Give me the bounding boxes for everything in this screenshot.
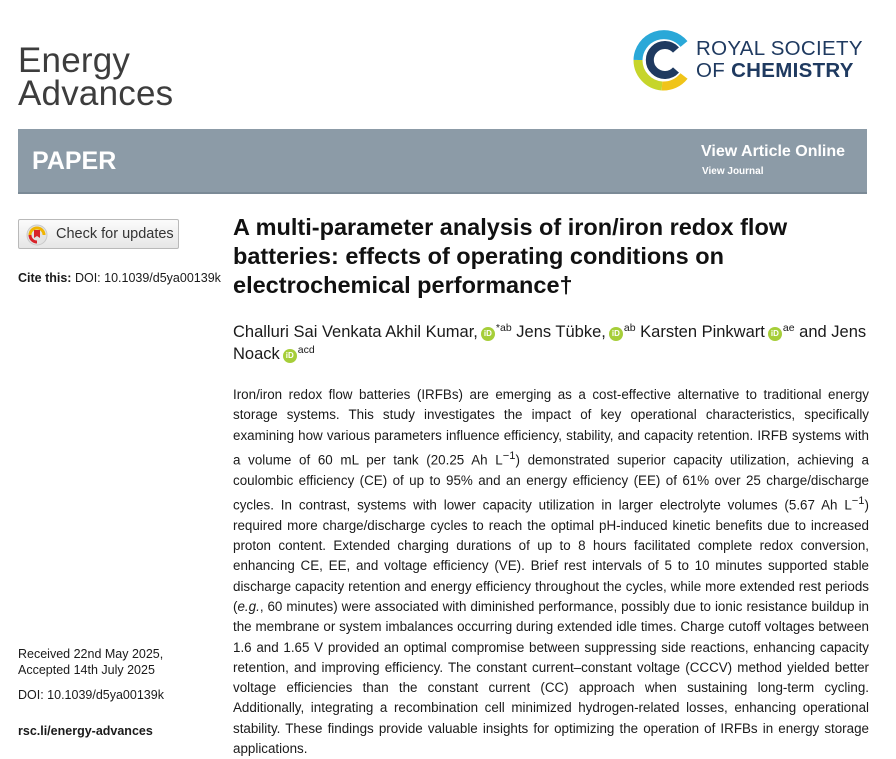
journal-title-line1: Energy <box>18 41 131 80</box>
check-for-updates-button[interactable] <box>18 219 179 249</box>
unit-exponent: −1 <box>502 449 516 462</box>
orcid-icon[interactable]: iD <box>768 327 782 341</box>
author-name[interactable]: Challuri Sai Venkata Akhil Kumar, <box>233 323 478 341</box>
journal-title <box>18 41 174 113</box>
rsc-wordmark-of: OF <box>696 59 732 82</box>
corresponding-star: * <box>495 322 500 334</box>
author-affiliation[interactable]: ab <box>499 322 512 334</box>
crossmark-icon <box>25 224 49 246</box>
author-name[interactable]: Jens Noack <box>233 323 867 363</box>
article-title: A multi-parameter analysis of iron/iron redox flow batteries: effects of operating conditions on electrochemical performance† <box>233 214 788 298</box>
rsc-wordmark <box>696 38 863 82</box>
orcid-icon[interactable]: iD <box>283 349 297 363</box>
cite-this-doi[interactable]: DOI: 10.1039/d5ya00139k <box>71 271 221 285</box>
received-date: Received 22nd May 2025, <box>18 647 164 661</box>
author-name[interactable]: Jens Tübke, <box>516 323 606 341</box>
journal-short-url[interactable]: rsc.li/energy-advances <box>18 724 153 738</box>
cite-this-label: Cite this: <box>18 271 72 285</box>
rsc-wordmark-chemistry: CHEMISTRY <box>731 59 854 82</box>
view-journal-link[interactable]: View Journal <box>702 166 764 177</box>
article-doi[interactable]: DOI: 10.1039/d5ya00139k <box>18 688 164 702</box>
author-affiliation[interactable]: acd <box>297 344 315 356</box>
author-conjunction: and <box>799 323 827 341</box>
abstract <box>233 385 869 759</box>
abstract-eg: e.g. <box>237 598 260 614</box>
article-type-banner <box>18 129 867 194</box>
rsc-wordmark-line1: ROYAL SOCIETY <box>696 37 863 60</box>
check-for-updates-label: Check for updates <box>56 226 174 242</box>
journal-title-line2: Advances <box>18 74 174 113</box>
cite-this <box>18 271 221 285</box>
author-name[interactable]: Karsten Pinkwart <box>640 323 765 341</box>
rsc-logo-icon <box>632 28 692 92</box>
abstract-text: ) demonstrated superior capacity utilization, achieving a coulombic efficiency (CE) of up to 95% and an energy efficiency (EE) of 61% over 25 charge/discharge cycles. In contrast, systems with lower capacity utilization in larger electrolyte volumes (5.67 Ah L <box>233 452 870 513</box>
accepted-date: Accepted 14th July 2025 <box>18 663 155 677</box>
article-type: PAPER <box>32 147 117 175</box>
abstract-text: ) required more charge/discharge cycles to reach the optimal pH-induced kinetic benefits due to increased proton content. Extended charging durations of up to 8 hours facilitated complete redox conversion, enhancing CE, EE, and voltage efficiency (VE). Brief rest intervals of 5 to 10 minutes supported stable discharge capacity retention and energy efficiency throughout the cycles, while more extended rest periods ( <box>233 497 869 614</box>
abstract-text: , 60 minutes) were associated with diminished performance, possibly due to ionic resistance buildup in the membrane or system imbalances occurring during extended idle times. Charge cutoff voltages between 1.6 and 1.65 V provided an optimal compromise between suppressing side reactions, enhancing capacity retention, and improving efficiency. The constant current–constant voltage (CCCV) method yielded better voltage efficiencies than the constant current (CC) approach when sustaining long-term cycling. Additionally, integrating a recombination cell minimized hydrogen-related losses, enhancing operational stability. These findings provide valuable insights for optimizing the operation of IRFBs in energy storage applications. <box>233 598 869 756</box>
abstract-text: Iron/iron redox flow batteries (IRFBs) are emerging as a cost-effective alternative to traditional energy storage systems. This study investigates the impact of key operational characteristics, specifically examining how various parameters influence efficiency, stability, and capacity retention. IRFB systems with a volume of 60 mL per tank (20.25 Ah L <box>233 387 869 468</box>
author-affiliation[interactable]: ab <box>623 322 636 334</box>
author-affiliation[interactable]: ae <box>782 322 795 334</box>
rsc-logo[interactable] <box>632 28 872 98</box>
author-list <box>233 321 873 365</box>
view-article-online-link[interactable]: View Article Online <box>701 143 846 160</box>
orcid-icon[interactable]: iD <box>481 327 495 341</box>
orcid-icon[interactable]: iD <box>609 327 623 341</box>
unit-exponent: −1 <box>851 494 865 507</box>
